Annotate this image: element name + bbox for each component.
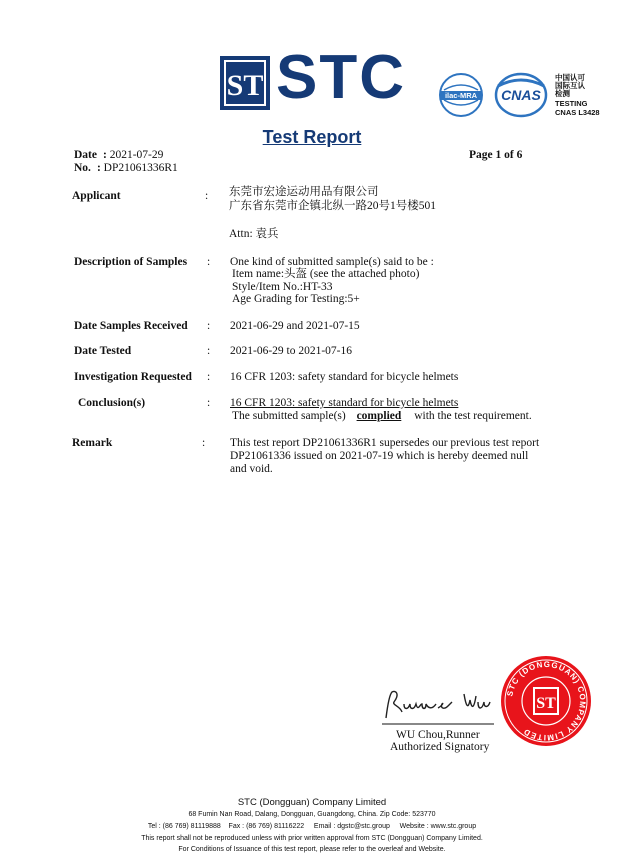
- svg-text:ST: ST: [226, 69, 264, 102]
- company-seal: [500, 655, 592, 752]
- applicant-label: Applicant: [72, 190, 121, 202]
- investigation-label: Investigation Requested: [74, 371, 192, 383]
- seal-text: STC (DONGGUAN) COMPANY LIMITED: [505, 659, 588, 743]
- applicant-colon: :: [205, 190, 209, 202]
- conclusion-colon: :: [207, 397, 211, 409]
- description-line-3: Style/Item No.:HT-33: [232, 281, 333, 293]
- date-received-value: 2021-06-29 and 2021-07-15: [230, 320, 360, 332]
- report-number-row: No. : DP21061336R1: [74, 162, 178, 174]
- investigation-value: 16 CFR 1203: safety standard for bicycle helmets: [230, 371, 459, 383]
- remark-colon: :: [202, 437, 206, 449]
- remark-line-1: This test report DP21061336R1 supersedes our previous test report: [230, 437, 540, 449]
- date-received-colon: :: [207, 320, 211, 332]
- cnas-line-5: CNAS L3428: [555, 108, 600, 117]
- remark-label: Remark: [72, 437, 113, 449]
- footer-company: STC (Dongguan) Company Limited: [237, 797, 387, 808]
- date-tested-colon: :: [207, 345, 211, 357]
- description-label: Description of Samples: [74, 256, 188, 268]
- applicant-address: 广东省东莞市企镇北纵一路20号1号楼501: [229, 200, 436, 212]
- description-line-1: One kind of submitted sample(s) said to be :: [230, 256, 434, 268]
- signatory-name: WU Chou,Runner: [396, 729, 480, 741]
- cnas-line-1: 中国认可: [555, 73, 585, 82]
- cnas-logo: [494, 72, 548, 118]
- cnas-line-2: 国际互认: [555, 81, 585, 90]
- stc-logo-text: STC: [276, 43, 406, 112]
- applicant-attn: Attn: 袁兵: [229, 228, 279, 240]
- page-number: Page 1 of 6: [469, 149, 523, 161]
- remark-line-3: and void.: [230, 463, 273, 475]
- conclusion-label: Conclusion(s): [78, 397, 146, 409]
- cnas-line-4: TESTING: [555, 99, 588, 108]
- footer-notice-1: This report shall not be reproduced unless with prior written approval from STC (Dongguan) Company Limited.: [141, 835, 483, 842]
- stc-logo-mark: [220, 56, 270, 110]
- signatory-title: Authorized Signatory: [390, 741, 490, 753]
- investigation-colon: :: [207, 371, 211, 383]
- ilac-label: ilac-MRA: [444, 91, 478, 100]
- description-line-2: Item name:头盔 (see the attached photo): [232, 268, 420, 280]
- conclusion-standard: 16 CFR 1203: safety standard for bicycle helmets: [230, 397, 459, 409]
- date-received-label: Date Samples Received: [74, 320, 188, 332]
- description-colon: :: [207, 256, 211, 268]
- footer-notice-2: For Conditions of Issuance of this test report, please refer to the overleaf and Website.: [178, 846, 446, 853]
- cnas-line-3: 检测: [555, 89, 570, 98]
- report-title: Test Report: [262, 127, 362, 147]
- remark-line-2: DP21061336 issued on 2021-07-19 which is hereby deemed null: [230, 450, 529, 462]
- cnas-label: CNAS: [501, 87, 541, 103]
- ilac-mra-logo: [438, 72, 484, 118]
- applicant-company: 东莞市宏途运动用品有限公司: [229, 186, 379, 198]
- date-row: Date : 2021-07-29: [74, 149, 164, 161]
- footer-contact: Tel : (86 769) 81119888 Fax : (86 769) 81116222 Email : dgstc@stc.group Website : www.stc.group: [147, 823, 477, 830]
- date-tested-value: 2021-06-29 to 2021-07-16: [230, 345, 353, 357]
- svg-text:ST: ST: [536, 695, 556, 712]
- footer-address: 68 Fumin Nan Road, Dalang, Dongguan, Guangdong, China. Zip Code: 523770: [188, 811, 436, 818]
- conclusion-result: complied: [356, 410, 402, 422]
- date-tested-label: Date Tested: [74, 345, 132, 357]
- signature-image: [378, 682, 498, 735]
- description-line-4: Age Grading for Testing:5+: [232, 293, 360, 305]
- conclusion-statement: The submitted sample(s) complied with the test requirement.: [232, 410, 532, 422]
